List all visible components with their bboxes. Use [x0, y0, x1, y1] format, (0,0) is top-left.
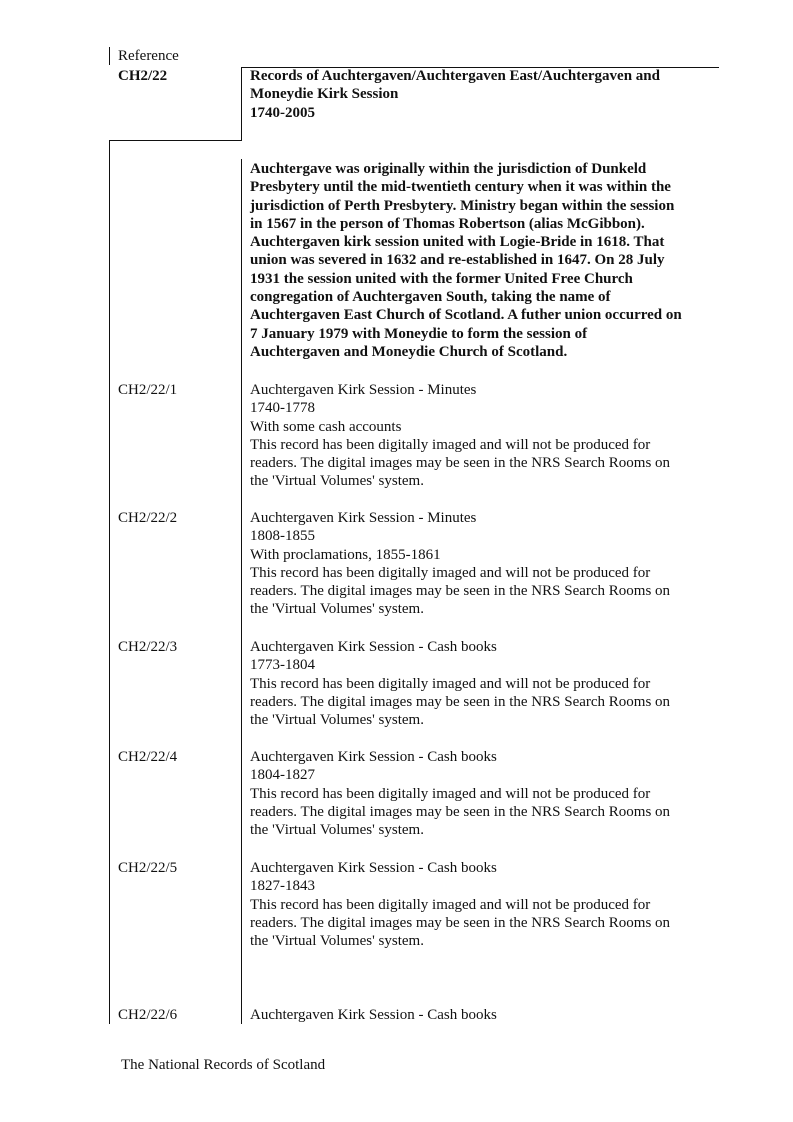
record-description	[250, 859, 720, 950]
record-description	[250, 748, 720, 839]
record-note: This record has been digitally imaged and will not be produced for	[250, 785, 651, 802]
record-reference: CH2/22/2	[118, 510, 178, 526]
history-line: Auchtergave was originally within the jurisdiction of Dunkeld	[250, 161, 647, 177]
page-footer: The National Records of Scotland	[121, 1057, 326, 1073]
collection-title	[250, 67, 720, 122]
record-note: the 'Virtual Volumes' system.	[250, 601, 424, 618]
record-description	[250, 1006, 720, 1024]
record-note: the 'Virtual Volumes' system.	[250, 933, 424, 950]
history-line: in 1567 in the person of Thomas Robertson (alias McGibbon).	[250, 215, 645, 232]
record-dates: 1804-1827	[250, 767, 315, 784]
history-line: 7 January 1979 with Moneydie to form the session of	[250, 325, 588, 342]
record-reference: CH2/22/3	[118, 639, 178, 655]
record-note: readers. The digital images may be seen in the NRS Search Rooms on	[250, 803, 671, 820]
record-title: Auchtergaven Kirk Session - Minutes	[250, 510, 477, 526]
record-title: Auchtergaven Kirk Session - Cash books	[250, 1007, 497, 1023]
history-line: congregation of Auchtergaven South, taking the name of	[250, 289, 611, 306]
record-note: This record has been digitally imaged and will not be produced for	[250, 896, 651, 913]
title-dates: 1740-2005	[250, 104, 315, 121]
record-note: the 'Virtual Volumes' system.	[250, 712, 424, 729]
record-note: the 'Virtual Volumes' system.	[250, 473, 424, 490]
reference-label: Reference	[118, 48, 179, 64]
history-line: 1931 the session united with the former United Free Church	[250, 270, 633, 287]
record-description	[250, 638, 720, 729]
admin-history	[250, 160, 720, 361]
reference-code: CH2/22	[118, 68, 168, 84]
rule-header-bottom	[109, 140, 242, 141]
record-title: Auchtergaven Kirk Session - Minutes	[250, 382, 477, 398]
record-note: This record has been digitally imaged and will not be produced for	[250, 564, 651, 581]
rule-middle-top	[241, 67, 242, 141]
record-dates: 1827-1843	[250, 878, 315, 895]
record-description	[250, 381, 720, 491]
record-dates: 1740-1778	[250, 400, 315, 417]
record-note: readers. The digital images may be seen in the NRS Search Rooms on	[250, 455, 671, 472]
record-note: This record has been digitally imaged and will not be produced for	[250, 436, 651, 453]
history-line: Auchtergaven kirk session united with Logie-Bride in 1618. That	[250, 234, 665, 251]
record-title: Auchtergaven Kirk Session - Cash books	[250, 749, 497, 765]
history-line: Auchtergaven East Church of Scotland. A futher union occurred on	[250, 307, 682, 324]
record-note: readers. The digital images may be seen in the NRS Search Rooms on	[250, 914, 671, 931]
record-title: Auchtergaven Kirk Session - Cash books	[250, 639, 497, 655]
record-reference: CH2/22/5	[118, 860, 178, 876]
record-note: This record has been digitally imaged and will not be produced for	[250, 675, 651, 692]
history-line: union was severed in 1632 and re-established in 1647. On 28 July	[250, 252, 665, 269]
record-dates: 1773-1804	[250, 657, 315, 674]
record-dates: 1808-1855	[250, 528, 315, 545]
history-line: jurisdiction of Perth Presbytery. Ministry began within the session	[250, 197, 675, 214]
title-line: Records of Auchtergaven/Auchtergaven East/Auchtergaven and	[250, 68, 660, 84]
record-note: With proclamations, 1855-1861	[250, 546, 441, 563]
history-line: Auchtergaven and Moneydie Church of Scotland.	[250, 343, 568, 360]
history-line: Presbytery until the mid-twentieth century when it was within the	[250, 179, 671, 196]
record-note: the 'Virtual Volumes' system.	[250, 822, 424, 839]
rule-left-top	[109, 47, 110, 65]
title-line: Moneydie Kirk Session	[250, 86, 399, 103]
record-note: With some cash accounts	[250, 418, 402, 435]
rule-middle-main	[241, 159, 242, 1024]
record-title: Auchtergaven Kirk Session - Cash books	[250, 860, 497, 876]
record-note: readers. The digital images may be seen in the NRS Search Rooms on	[250, 693, 671, 710]
rule-left-main	[109, 140, 110, 1024]
record-description	[250, 509, 720, 619]
record-note: readers. The digital images may be seen in the NRS Search Rooms on	[250, 583, 671, 600]
record-reference: CH2/22/1	[118, 382, 178, 398]
record-reference: CH2/22/6	[118, 1007, 178, 1023]
record-reference: CH2/22/4	[118, 749, 178, 765]
